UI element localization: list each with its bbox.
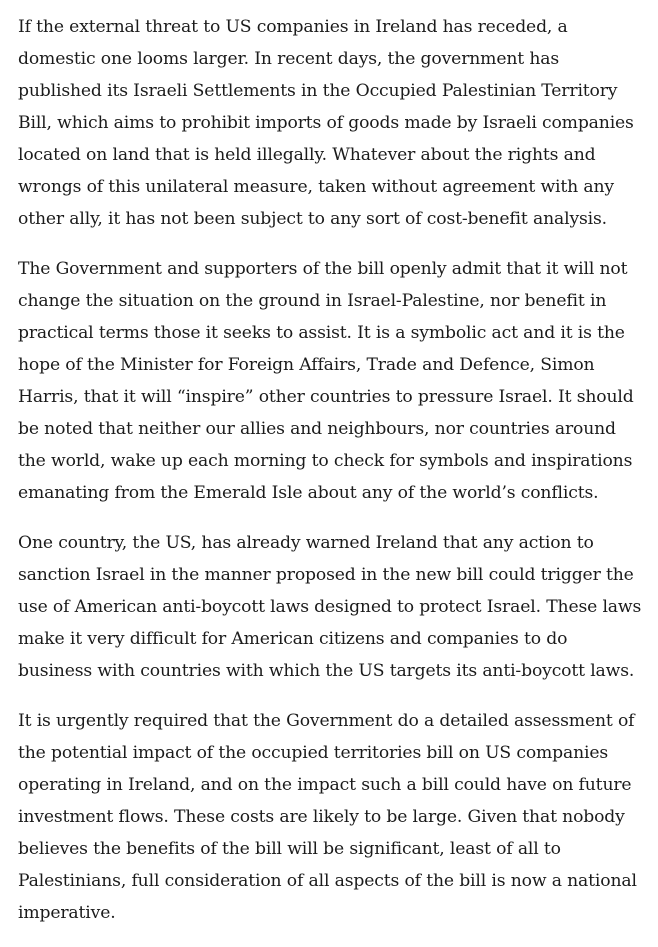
text-line: located on land that is held illegally. Whatever about the rights and	[18, 145, 596, 165]
text-line: make it very difficult for American citizens and companies to do	[18, 629, 568, 649]
text-line: The Government and supporters of the bill openly admit that it will not	[18, 259, 628, 279]
text-line: One country, the US, has already warned Ireland that any action to	[18, 533, 594, 553]
text-line: sanction Israel in the manner proposed in the new bill could trigger the	[18, 565, 634, 585]
text-line: hope of the Minister for Foreign Affairs, Trade and Defence, Simon	[18, 355, 595, 375]
text-line: published its Israeli Settlements in the Occupied Palestinian Territory	[18, 81, 618, 101]
text-line: emanating from the Emerald Isle about any of the world’s conflicts.	[18, 483, 599, 503]
text-line: imperative.	[18, 903, 116, 923]
article-paragraph-3	[18, 527, 654, 687]
text-line: wrongs of this unilateral measure, taken without agreement with any	[18, 177, 614, 197]
article-paragraph-4	[18, 705, 654, 929]
article-body	[18, 11, 654, 947]
text-line: be noted that neither our allies and neighbours, nor countries around	[18, 419, 616, 439]
text-line: business with countries with which the US targets its anti-boycott laws.	[18, 661, 635, 681]
text-line: Harris, that it will “inspire” other countries to pressure Israel. It should	[18, 387, 634, 407]
text-line: other ally, it has not been subject to any sort of cost-benefit analysis.	[18, 209, 607, 229]
text-line: operating in Ireland, and on the impact such a bill could have on future	[18, 775, 632, 795]
article-paragraph-1	[18, 11, 654, 235]
text-line: believes the benefits of the bill will be significant, least of all to	[18, 839, 561, 859]
text-line: If the external threat to US companies in Ireland has receded, a	[18, 17, 568, 37]
text-line: Palestinians, full consideration of all aspects of the bill is now a national	[18, 871, 637, 891]
text-line: practical terms those it seeks to assist. It is a symbolic act and it is the	[18, 323, 625, 343]
text-line: investment flows. These costs are likely to be large. Given that nobody	[18, 807, 625, 827]
text-line: the potential impact of the occupied territories bill on US companies	[18, 743, 609, 763]
article-paragraph-2	[18, 253, 654, 509]
text-line: Bill, which aims to prohibit imports of goods made by Israeli companies	[18, 113, 634, 133]
text-line: use of American anti-boycott laws designed to protect Israel. These laws	[18, 597, 642, 617]
text-line: It is urgently required that the Government do a detailed assessment of	[18, 711, 635, 731]
text-line: the world, wake up each morning to check for symbols and inspirations	[18, 451, 633, 471]
text-line: domestic one looms larger. In recent days, the government has	[18, 49, 560, 69]
text-line: change the situation on the ground in Israel-Palestine, nor benefit in	[18, 291, 607, 311]
